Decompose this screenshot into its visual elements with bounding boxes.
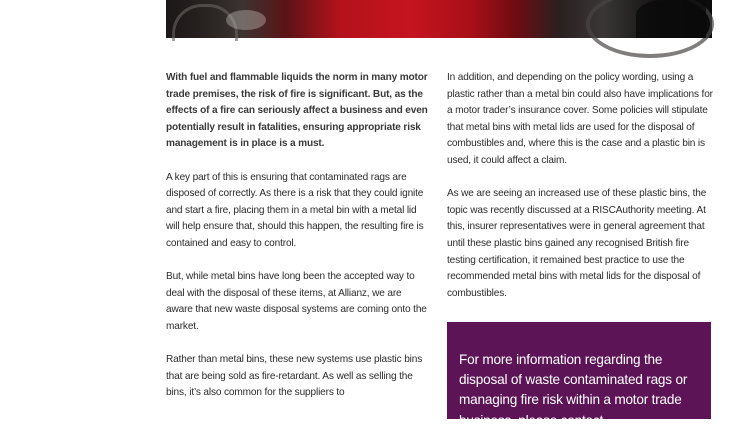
callout-text: For more information regarding the disposal of waste contaminated rags or managing fire risk within a motor trade business, please contact: [459, 352, 688, 428]
hero-shape: [226, 10, 266, 30]
body-paragraph: As we are seeing an increased use of these plastic bins, the topic was recently discussed at a RISCAuthority meeting. At this, insurer representatives were in general agreement that until these plastic bins gained any recognised British fire testing certification, it remained best practice to use the recommended metal bins with metal lids for the disposal of combustibles.: [447, 188, 707, 299]
body-paragraph: In addition, and depending on the policy wording, using a plastic rather than a metal bin could also have implications for a motor trader’s insurance cover. Some policies will stipulate that metal bins with metal lids are used for the disposal of combustibles and, where this is the case and a plastic bin is used, it could affect a claim.: [447, 72, 713, 166]
hero-image: [166, 0, 712, 38]
hero-shape: [636, 0, 706, 38]
info-callout-box: [447, 322, 711, 428]
left-column: [166, 70, 428, 418]
intro-paragraph: With fuel and flammable liquids the norm in many motor trade premises, the risk of fire is significant. But, as the effects of a fire can seriously affect a business and even potentially result in fatalities, ensuring appropriate risk management is in place is a must.: [166, 72, 428, 150]
body-paragraph: A key part of this is ensuring that contaminated rags are disposed of correctly. As there is a risk that they could ignite and start a fire, placing them in a metal bin with a metal lid will help ensure that, should this happen, the resulting fire is contained and easy to control.: [166, 171, 424, 249]
right-column: [447, 70, 713, 319]
body-paragraph: But, while metal bins have long been the accepted way to deal with the disposal of these items, at Allianz, we are aware that new waste disposal systems are coming onto the market.: [166, 271, 427, 332]
body-paragraph: Rather than metal bins, these new systems use plastic bins that are being sold as fire-retardant. As well as selling the bins, it’s also common for the suppliers to: [166, 354, 423, 399]
